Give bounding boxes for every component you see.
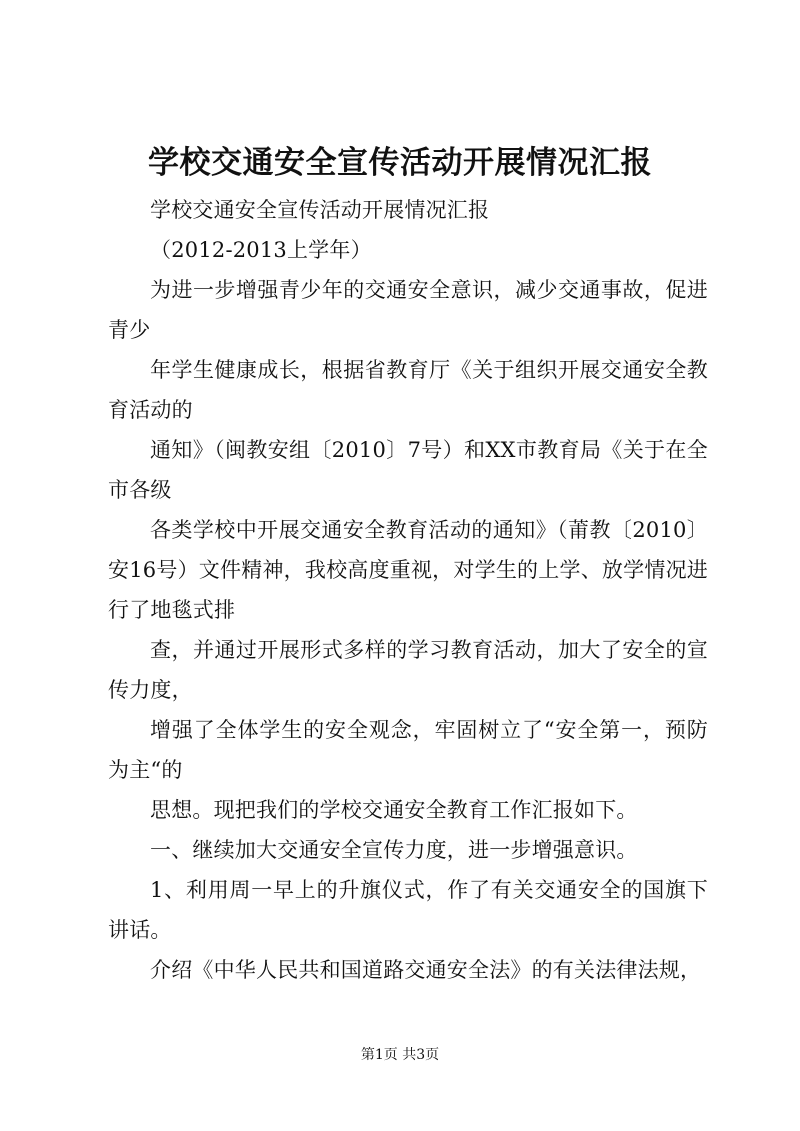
paragraph: 通知》（闽教安组〔2010〕7号）和XX市教育局《关于在全市各级 [108, 438, 708, 502]
paragraph-subtitle: 学校交通安全宣传活动开展情况汇报 [150, 198, 490, 222]
document-title: 学校交通安全宣传活动开展情况汇报 [148, 145, 652, 181]
paragraph-school-year: （2012-2013上学年） [150, 238, 372, 262]
paragraph: 各类学校中开展交通安全教育活动的通知》（莆教〔2010〕安16号）文件精神，我校高度重视，对学生的上学、放学情况进行了地毯式排 [108, 518, 708, 622]
document-body [108, 190, 708, 990]
paragraph: 查，并通过开展形式多样的学习教育活动，加大了安全的宣传力度， [108, 638, 708, 702]
paragraph: 1、利用周一早上的升旗仪式，作了有关交通安全的国旗下讲话。 [108, 878, 708, 942]
page-footer: 第1页 共3页 [360, 1047, 440, 1063]
paragraph: 年学生健康成长，根据省教育厅《关于组织开展交通安全教育活动的 [108, 358, 708, 422]
paragraph: 思想。现把我们的学校交通安全教育工作汇报如下。 [150, 798, 638, 822]
section-heading: 一、继续加大交通安全宣传力度，进一步增强意识。 [150, 838, 638, 862]
paragraph: 增强了全体学生的安全观念，牢固树立了“安全第一，预防为主“的 [108, 718, 708, 782]
paragraph: 介绍《中华人民共和国道路交通安全法》的有关法律法规， [150, 958, 702, 982]
paragraph: 为进一步增强青少年的交通安全意识，减少交通事故，促进青少 [108, 278, 708, 342]
